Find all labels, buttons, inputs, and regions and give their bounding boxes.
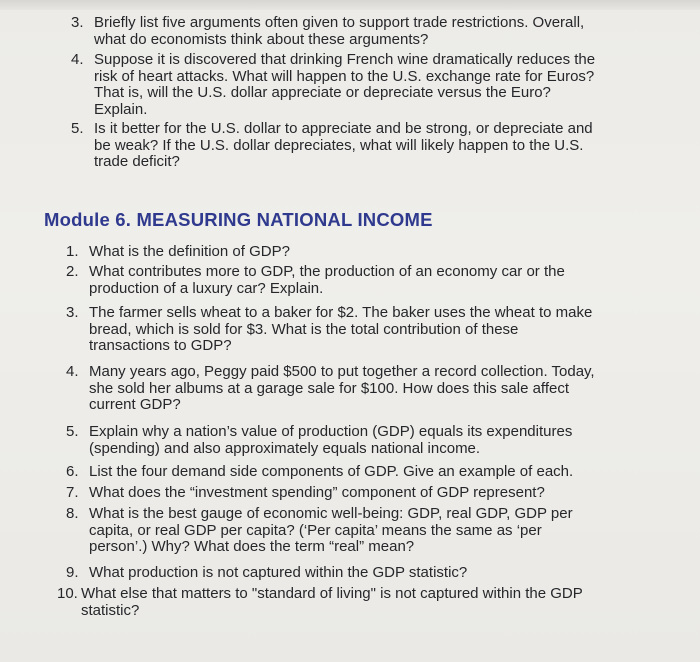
question-line: production of a luxury car? Explain. xyxy=(89,279,324,297)
list-item xyxy=(66,485,545,502)
question-line: be weak? If the U.S. dollar depreciates, what will likely happen to the U.S. xyxy=(94,136,584,154)
question-line: The farmer sells wheat to a baker for $2. The baker uses the wheat to make xyxy=(89,304,593,321)
question-number: 6. xyxy=(66,463,79,480)
question-line: person’.) Why? What does the term “real” mean? xyxy=(89,538,415,555)
question-line: capita, or real GDP per capita? (‘Per capita’ means the same as ‘per xyxy=(89,521,542,539)
question-number: 1. xyxy=(66,243,79,260)
question-line: statistic? xyxy=(81,601,140,619)
question-line: List the four demand side components of GDP. Give an example of each. xyxy=(89,463,574,480)
list-item xyxy=(66,464,573,481)
cropped-toolbar-strip xyxy=(0,0,700,10)
question-number: 9. xyxy=(66,564,79,581)
question-line: trade deficit? xyxy=(94,153,180,170)
question-line: she sold her albums at a garage sale for $100. How does this sale affect xyxy=(89,379,570,397)
list-item xyxy=(66,305,592,355)
list-item xyxy=(71,52,595,118)
list-item xyxy=(71,121,593,171)
question-number: 8. xyxy=(66,505,79,522)
list-item xyxy=(66,264,565,297)
module-title: Module 6. MEASURING NATIONAL INCOME xyxy=(44,209,433,230)
list-item xyxy=(66,364,595,414)
list-item xyxy=(57,565,467,582)
question-line: risk of heart attacks. What will happen to the U.S. exchange rate for Euros? xyxy=(94,67,595,85)
question-line: What else that matters to "standard of living" is not captured within the GDP xyxy=(81,585,583,602)
question-line: (spending) and also approximately equals national income. xyxy=(89,439,481,457)
question-line: Briefly list five arguments often given to support trade restrictions. Overall, xyxy=(94,14,585,31)
question-number: 10. xyxy=(57,585,78,602)
question-number: 3. xyxy=(66,304,79,321)
question-line: That is, will the U.S. dollar appreciate or depreciate versus the Euro? xyxy=(94,84,551,101)
question-line: what do economists think about these arguments? xyxy=(94,30,429,48)
question-number: 5. xyxy=(66,423,79,440)
question-number: 7. xyxy=(66,484,79,501)
question-number: 4. xyxy=(66,363,79,380)
question-line: transactions to GDP? xyxy=(89,337,232,354)
question-number: 4. xyxy=(71,51,84,68)
question-line: Explain. xyxy=(94,100,148,118)
question-number: 5. xyxy=(71,120,84,137)
question-line: Is it better for the U.S. dollar to appreciate and be strong, or depreciate and xyxy=(94,120,593,137)
question-line: What contributes more to GDP, the production of an economy car or the xyxy=(89,263,565,280)
question-line: Many years ago, Peggy paid $500 to put together a record collection. Today, xyxy=(89,363,595,380)
question-line: What production is not captured within the GDP statistic? xyxy=(89,564,468,581)
list-item xyxy=(66,244,290,261)
question-number: 2. xyxy=(66,263,79,280)
question-line: Explain why a nation’s value of production (GDP) equals its expenditures xyxy=(89,423,573,440)
question-number: 3. xyxy=(71,14,84,31)
list-item xyxy=(71,15,584,48)
question-line: What does the “investment spending” component of GDP represent? xyxy=(89,484,545,501)
question-line: Suppose it is discovered that drinking French wine dramatically reduces the xyxy=(94,51,596,68)
question-line: current GDP? xyxy=(89,396,181,413)
question-line: What is the definition of GDP? xyxy=(89,243,290,260)
list-item xyxy=(66,424,572,457)
list-item xyxy=(57,586,583,619)
question-line: bread, which is sold for $3. What is the total contribution of these xyxy=(89,320,519,338)
list-item xyxy=(66,506,573,556)
question-line: What is the best gauge of economic well-being: GDP, real GDP, GDP per xyxy=(89,505,573,522)
